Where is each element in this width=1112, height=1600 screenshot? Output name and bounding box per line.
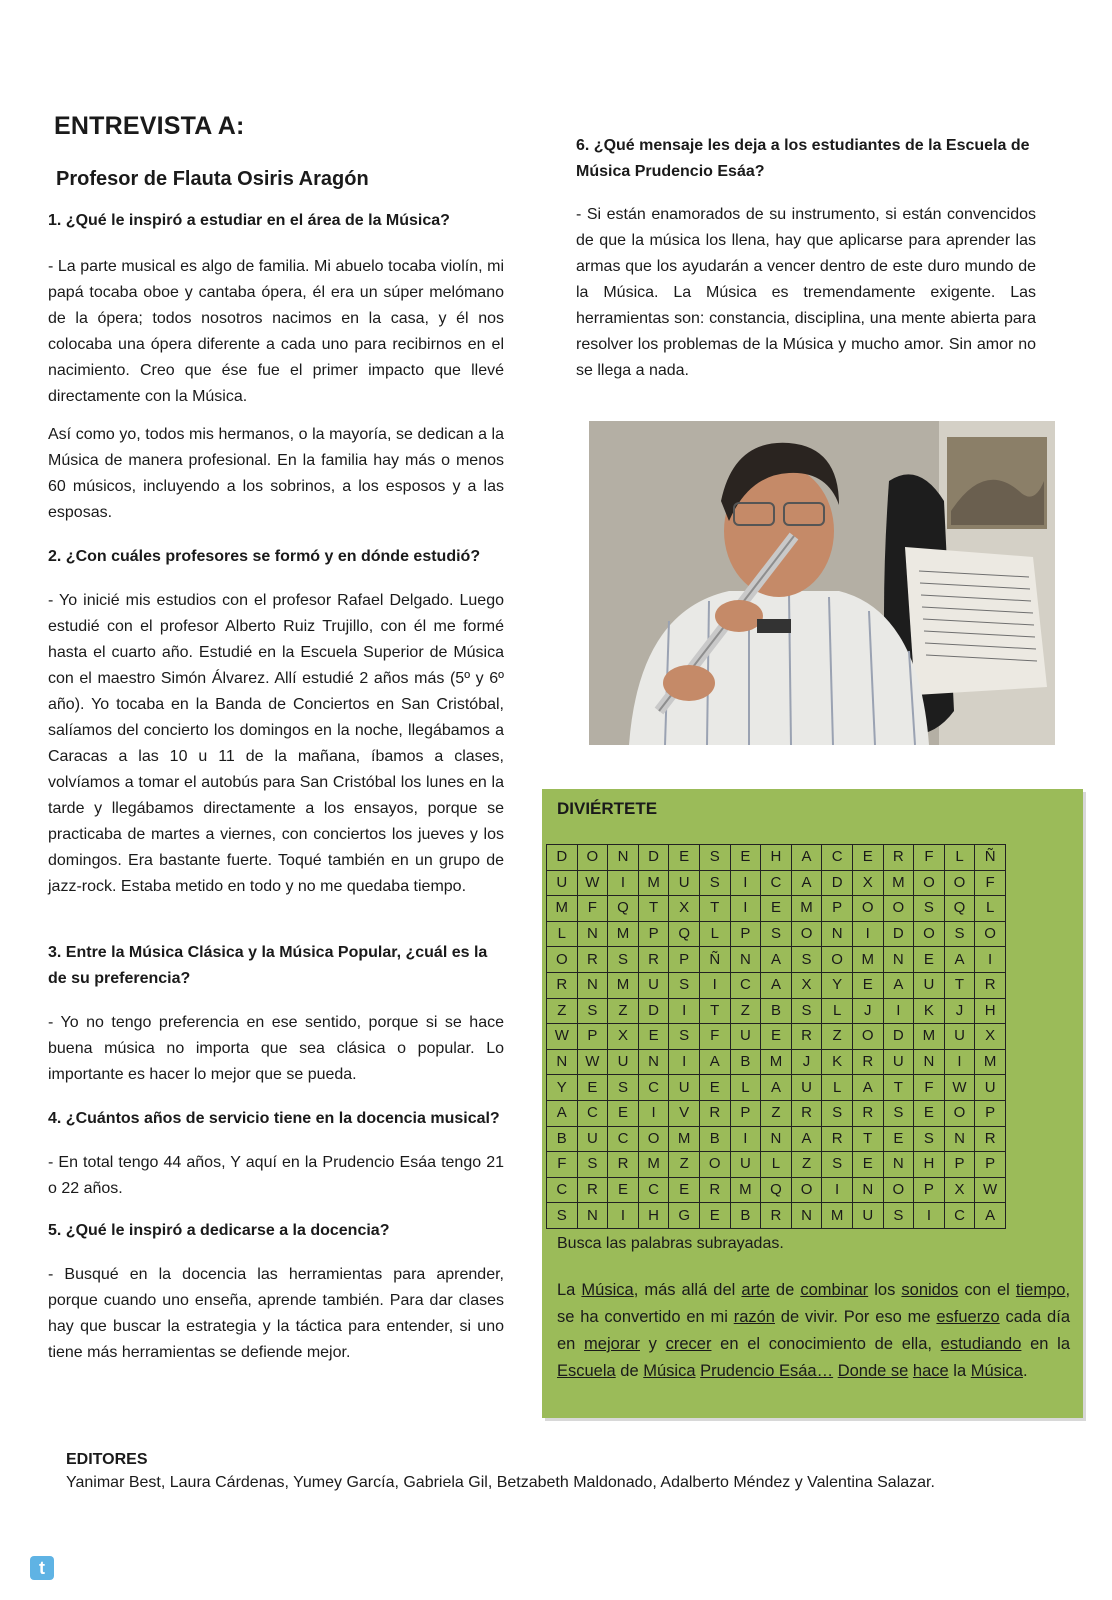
grid-cell: H: [761, 845, 792, 871]
grid-cell: O: [944, 1100, 975, 1126]
grid-cell: L: [699, 921, 730, 947]
answer-1-paragraph-2: Así como yo, todos mis hermanos, o la mayoría, se dedican a la Música de manera profesional. En la familia hay más o menos 60 músicos, incluyendo a los sobrinos, a los esposos y a las esposas.: [48, 426, 504, 521]
grid-cell: E: [852, 845, 883, 871]
grid-cell: M: [547, 896, 578, 922]
grid-cell: Z: [761, 1100, 792, 1126]
grid-cell: P: [975, 1152, 1006, 1178]
grid-cell: U: [669, 870, 700, 896]
grid-cell: H: [638, 1203, 669, 1229]
grid-cell: Q: [608, 896, 639, 922]
grid-cell: U: [944, 1024, 975, 1050]
grid-cell: M: [638, 870, 669, 896]
grid-cell: A: [791, 845, 822, 871]
grid-cell: E: [669, 845, 700, 871]
grid-cell: W: [547, 1024, 578, 1050]
grid-cell: S: [914, 896, 945, 922]
grid-cell: S: [944, 921, 975, 947]
grid-cell: G: [669, 1203, 700, 1229]
word-search-paragraph: [557, 1277, 1070, 1385]
puzzle-text: , se ha convertido en mi: [557, 1281, 1071, 1326]
underlined-word: Música: [581, 1281, 634, 1299]
grid-cell: I: [699, 972, 730, 998]
grid-row: [547, 1203, 1006, 1229]
word-search-hint: Busca las palabras subrayadas.: [557, 1235, 784, 1252]
grid-cell: N: [914, 1049, 945, 1075]
grid-cell: I: [883, 998, 914, 1024]
grid-cell: L: [944, 845, 975, 871]
grid-cell: R: [577, 1177, 608, 1203]
grid-cell: S: [791, 998, 822, 1024]
underlined-word: arte: [741, 1281, 770, 1299]
grid-cell: F: [577, 896, 608, 922]
grid-cell: S: [699, 870, 730, 896]
grid-cell: B: [761, 998, 792, 1024]
grid-cell: I: [638, 1100, 669, 1126]
editors-title: EDITORES: [66, 1451, 148, 1468]
grid-cell: O: [822, 947, 853, 973]
grid-cell: S: [883, 1100, 914, 1126]
grid-cell: O: [852, 896, 883, 922]
grid-cell: L: [822, 998, 853, 1024]
underlined-word: combinar: [800, 1281, 869, 1299]
grid-cell: S: [791, 947, 822, 973]
grid-cell: W: [577, 1049, 608, 1075]
grid-cell: M: [669, 1126, 700, 1152]
grid-cell: I: [730, 870, 761, 896]
word-search-grid: [546, 844, 1006, 1229]
grid-cell: D: [547, 845, 578, 871]
grid-cell: A: [699, 1049, 730, 1075]
puzzle-text: de vivir. Por eso me: [774, 1308, 937, 1326]
grid-cell: X: [608, 1024, 639, 1050]
grid-cell: U: [730, 1152, 761, 1178]
grid-cell: N: [944, 1126, 975, 1152]
grid-cell: A: [975, 1203, 1006, 1229]
grid-cell: O: [852, 1024, 883, 1050]
grid-cell: F: [914, 1075, 945, 1101]
grid-row: [547, 921, 1006, 947]
grid-row: [547, 1126, 1006, 1152]
grid-cell: M: [761, 1049, 792, 1075]
grid-cell: X: [669, 896, 700, 922]
grid-cell: E: [608, 1177, 639, 1203]
grid-cell: Z: [547, 998, 578, 1024]
grid-cell: S: [883, 1203, 914, 1229]
grid-cell: O: [791, 921, 822, 947]
grid-row: [547, 947, 1006, 973]
puzzle-text: en el conocimiento de ella,: [711, 1335, 941, 1353]
grid-cell: X: [944, 1177, 975, 1203]
answer-3: - Yo no tengo preferencia en ese sentido, porque si se hace buena música no importa que sea clásica o popular. Lo importante es hacer lo mejor que se pueda.: [48, 1014, 504, 1083]
underlined-word: Donde se: [837, 1362, 909, 1380]
grid-cell: U: [852, 1203, 883, 1229]
grid-cell: C: [638, 1177, 669, 1203]
grid-row: [547, 1152, 1006, 1178]
grid-cell: A: [791, 870, 822, 896]
grid-cell: U: [577, 1126, 608, 1152]
grid-cell: R: [699, 1177, 730, 1203]
grid-cell: S: [608, 947, 639, 973]
grid-cell: R: [547, 972, 578, 998]
grid-cell: C: [547, 1177, 578, 1203]
grid-cell: E: [669, 1177, 700, 1203]
grid-cell: E: [914, 1100, 945, 1126]
grid-cell: T: [852, 1126, 883, 1152]
grid-cell: N: [883, 1152, 914, 1178]
grid-cell: L: [547, 921, 578, 947]
grid-cell: R: [883, 845, 914, 871]
grid-cell: M: [822, 1203, 853, 1229]
grid-cell: J: [852, 998, 883, 1024]
grid-cell: R: [761, 1203, 792, 1229]
grid-cell: M: [791, 896, 822, 922]
grid-cell: A: [852, 1075, 883, 1101]
grid-cell: N: [883, 947, 914, 973]
grid-cell: N: [547, 1049, 578, 1075]
grid-cell: H: [975, 998, 1006, 1024]
grid-cell: Ñ: [975, 845, 1006, 871]
grid-cell: M: [852, 947, 883, 973]
grid-cell: I: [669, 1049, 700, 1075]
grid-cell: N: [638, 1049, 669, 1075]
grid-cell: O: [699, 1152, 730, 1178]
grid-cell: U: [547, 870, 578, 896]
grid-cell: R: [822, 1126, 853, 1152]
grid-cell: U: [975, 1075, 1006, 1101]
grid-row: [547, 845, 1006, 871]
underlined-word: Escuela: [557, 1362, 616, 1380]
grid-cell: E: [761, 1024, 792, 1050]
grid-cell: Q: [761, 1177, 792, 1203]
grid-cell: O: [547, 947, 578, 973]
answer-1-paragraph-1: - La parte musical es algo de familia. Mi abuelo tocaba violín, mi papá tocaba oboe y cantaba ópera, él era un súper melómano de la ópera; todos nosotros nacimos en la casa, y él nos colocaba una ópera diferente a cada uno para recibirnos en el nacimiento. Creo que ése fue el primer impacto que llevé directamente con la Música.: [48, 258, 504, 405]
puzzle-text: de: [615, 1362, 644, 1380]
photo-illustration: [589, 421, 1055, 745]
grid-cell: U: [730, 1024, 761, 1050]
puzzle-text: los: [868, 1281, 902, 1299]
grid-cell: J: [791, 1049, 822, 1075]
underlined-word: estudiando: [940, 1335, 1022, 1353]
grid-cell: Q: [669, 921, 700, 947]
grid-cell: B: [730, 1049, 761, 1075]
grid-cell: T: [699, 998, 730, 1024]
grid-cell: V: [669, 1100, 700, 1126]
grid-cell: O: [975, 921, 1006, 947]
grid-cell: P: [822, 896, 853, 922]
underlined-word: tiempo: [1015, 1281, 1066, 1299]
grid-cell: R: [975, 972, 1006, 998]
grid-cell: R: [852, 1049, 883, 1075]
grid-cell: O: [577, 845, 608, 871]
grid-cell: N: [577, 1203, 608, 1229]
grid-cell: I: [730, 896, 761, 922]
grid-cell: C: [638, 1075, 669, 1101]
question-3: 3. Entre la Música Clásica y la Música Popular, ¿cuál es la de su preferencia?: [48, 944, 488, 987]
grid-cell: S: [822, 1100, 853, 1126]
grid-cell: D: [883, 921, 914, 947]
grid-cell: B: [699, 1126, 730, 1152]
page-title: ENTREVISTA A:: [54, 112, 245, 140]
grid-cell: L: [761, 1152, 792, 1178]
puzzle-text: La: [557, 1281, 582, 1299]
grid-cell: P: [669, 947, 700, 973]
grid-cell: I: [669, 998, 700, 1024]
grid-cell: E: [852, 972, 883, 998]
grid-cell: O: [914, 921, 945, 947]
grid-cell: Y: [822, 972, 853, 998]
grid-cell: Q: [944, 896, 975, 922]
grid-cell: A: [944, 947, 975, 973]
grid-cell: S: [669, 1024, 700, 1050]
underlined-word: mejorar: [584, 1335, 640, 1353]
grid-cell: E: [699, 1203, 730, 1229]
grid-cell: X: [975, 1024, 1006, 1050]
grid-cell: C: [577, 1100, 608, 1126]
underlined-word: Música: [643, 1362, 696, 1380]
grid-row: [547, 1075, 1006, 1101]
grid-cell: T: [638, 896, 669, 922]
grid-cell: U: [883, 1049, 914, 1075]
editors-list: Yanimar Best, Laura Cárdenas, Yumey García, Gabriela Gil, Betzabeth Maldonado, Adalberto Méndez y Valentina Salazar.: [66, 1474, 935, 1491]
grid-cell: D: [822, 870, 853, 896]
grid-cell: N: [577, 972, 608, 998]
grid-cell: I: [730, 1126, 761, 1152]
grid-cell: S: [669, 972, 700, 998]
puzzle-text: la: [948, 1362, 971, 1380]
answer-2: - Yo inicié mis estudios con el profesor Rafael Delgado. Luego estudié con el profesor Alberto Ruiz Trujillo, con él me formé hasta el cuarto año. Estudié en la Escuela Superior de Música con el maestro Simón Álvarez. Allí estudié 2 años más (5º y 6º año). Yo tocaba en la Banda de Conciertos en San Cristóbal, salíamos del concierto los domingos en la noche, llegábamos a Caracas a las 10 u 11 de la mañana, íbamos a clases, volvíamos a tomar el autobús para San Cristóbal los lunes en la tarde y llegábamos directamente a los ensayos, porque se practicaba de martes a viernes, con conciertos los jueves y los domingos. Era bastante fuerte. Toqué también en un grupo de jazz-rock. Estaba metido en todo y no me quedaba tiempo.: [48, 592, 504, 895]
grid-cell: O: [944, 870, 975, 896]
grid-cell: C: [730, 972, 761, 998]
grid-cell: Z: [608, 998, 639, 1024]
grid-cell: M: [608, 921, 639, 947]
grid-cell: S: [608, 1075, 639, 1101]
grid-cell: N: [730, 947, 761, 973]
grid-cell: I: [608, 1203, 639, 1229]
grid-cell: D: [638, 845, 669, 871]
grid-cell: R: [638, 947, 669, 973]
grid-cell: B: [547, 1126, 578, 1152]
grid-cell: F: [914, 845, 945, 871]
grid-cell: R: [852, 1100, 883, 1126]
grid-cell: N: [852, 1177, 883, 1203]
grid-cell: Z: [822, 1024, 853, 1050]
underlined-word: esfuerzo: [936, 1308, 1000, 1326]
grid-cell: R: [791, 1024, 822, 1050]
grid-cell: C: [761, 870, 792, 896]
puzzle-text: en la: [1021, 1335, 1071, 1353]
grid-cell: S: [547, 1203, 578, 1229]
grid-cell: M: [883, 870, 914, 896]
grid-cell: P: [730, 1100, 761, 1126]
grid-cell: U: [914, 972, 945, 998]
grid-cell: T: [944, 972, 975, 998]
word-search-title: DIVIÉRTETE: [557, 799, 658, 818]
grid-cell: S: [822, 1152, 853, 1178]
grid-cell: I: [914, 1203, 945, 1229]
puzzle-text: .: [1022, 1362, 1028, 1380]
grid-row: [547, 1177, 1006, 1203]
grid-cell: I: [852, 921, 883, 947]
grid-cell: K: [822, 1049, 853, 1075]
grid-cell: D: [883, 1024, 914, 1050]
grid-cell: D: [638, 998, 669, 1024]
grid-cell: N: [761, 1126, 792, 1152]
grid-cell: X: [791, 972, 822, 998]
grid-cell: Z: [730, 998, 761, 1024]
grid-cell: R: [577, 947, 608, 973]
answer-4: - En total tengo 44 años, Y aquí en la Prudencio Esáa tengo 21 o 22 años.: [48, 1154, 504, 1197]
grid-cell: P: [577, 1024, 608, 1050]
question-1: 1. ¿Qué le inspiró a estudiar en el área de la Música?: [48, 212, 450, 229]
grid-cell: W: [975, 1177, 1006, 1203]
grid-cell: R: [608, 1152, 639, 1178]
word-search-box: [542, 789, 1083, 1418]
grid-cell: U: [669, 1075, 700, 1101]
puzzle-text: y: [639, 1335, 666, 1353]
page-subtitle: Profesor de Flauta Osiris Aragón: [56, 168, 369, 190]
grid-cell: K: [914, 998, 945, 1024]
grid-cell: A: [547, 1100, 578, 1126]
grid-cell: F: [975, 870, 1006, 896]
grid-cell: U: [791, 1075, 822, 1101]
answer-5: - Busqué en la docencia las herramientas para aprender, porque cuando uno enseña, aprende también. Para dar clases hay que buscar la estrategia y la táctica para entender, si uno tiene más herramientas se defiende mejor.: [48, 1266, 504, 1361]
grid-row: [547, 972, 1006, 998]
underlined-word: crecer: [665, 1335, 712, 1353]
grid-cell: C: [608, 1126, 639, 1152]
grid-row: [547, 1049, 1006, 1075]
grid-cell: M: [975, 1049, 1006, 1075]
grid-cell: N: [608, 845, 639, 871]
grid-cell: E: [608, 1100, 639, 1126]
grid-cell: N: [577, 921, 608, 947]
underlined-word: sonidos: [901, 1281, 959, 1299]
grid-cell: L: [822, 1075, 853, 1101]
answer-6: - Si están enamorados de su instrumento, si están convencidos de que la música los llena, hay que aplicarse para aprender las armas que los ayudarán a vencer dentro de este duro mundo de la Música. La Música es tremendamente exigente. Las herramientas son: constancia, disciplina, una mente abierta para resolver los problemas de la Música y mucho amor. Sin amor no se llega a nada.: [576, 206, 1036, 379]
grid-cell: F: [699, 1024, 730, 1050]
grid-cell: W: [577, 870, 608, 896]
question-2: 2. ¿Con cuáles profesores se formó y en dónde estudió?: [48, 548, 481, 565]
grid-cell: E: [883, 1126, 914, 1152]
grid-cell: O: [914, 870, 945, 896]
puzzle-text: de: [769, 1281, 801, 1299]
grid-cell: M: [730, 1177, 761, 1203]
grid-cell: A: [761, 947, 792, 973]
grid-cell: M: [608, 972, 639, 998]
underlined-word: Prudencio Esáa…: [700, 1362, 834, 1380]
grid-cell: P: [975, 1100, 1006, 1126]
grid-cell: L: [730, 1075, 761, 1101]
grid-row: [547, 1024, 1006, 1050]
grid-cell: I: [944, 1049, 975, 1075]
underlined-word: Música: [970, 1362, 1023, 1380]
grid-cell: C: [944, 1203, 975, 1229]
grid-cell: S: [699, 845, 730, 871]
grid-row: [547, 1100, 1006, 1126]
grid-row: [547, 896, 1006, 922]
grid-cell: A: [761, 1075, 792, 1101]
grid-cell: U: [608, 1049, 639, 1075]
grid-cell: A: [883, 972, 914, 998]
grid-cell: R: [975, 1126, 1006, 1152]
grid-cell: E: [638, 1024, 669, 1050]
grid-cell: R: [791, 1100, 822, 1126]
grid-cell: E: [699, 1075, 730, 1101]
underlined-word: hace: [912, 1362, 949, 1380]
puzzle-text: con el: [958, 1281, 1016, 1299]
grid-cell: B: [730, 1203, 761, 1229]
grid-cell: U: [638, 972, 669, 998]
grid-cell: S: [577, 998, 608, 1024]
grid-cell: I: [975, 947, 1006, 973]
grid-cell: L: [975, 896, 1006, 922]
grid-cell: T: [883, 1075, 914, 1101]
grid-cell: E: [577, 1075, 608, 1101]
grid-cell: H: [914, 1152, 945, 1178]
grid-cell: P: [914, 1177, 945, 1203]
grid-cell: N: [791, 1203, 822, 1229]
grid-cell: Ñ: [699, 947, 730, 973]
grid-cell: Y: [547, 1075, 578, 1101]
professor-flute-photo: [589, 421, 1055, 745]
grid-cell: S: [761, 921, 792, 947]
grid-cell: A: [791, 1126, 822, 1152]
grid-cell: N: [822, 921, 853, 947]
grid-cell: E: [730, 845, 761, 871]
underlined-word: razón: [733, 1308, 775, 1326]
grid-cell: J: [944, 998, 975, 1024]
grid-cell: E: [761, 896, 792, 922]
grid-cell: E: [852, 1152, 883, 1178]
grid-cell: O: [883, 1177, 914, 1203]
grid-row: [547, 870, 1006, 896]
grid-cell: Z: [791, 1152, 822, 1178]
puzzle-text: cada día en: [557, 1308, 1070, 1353]
grid-cell: O: [638, 1126, 669, 1152]
grid-cell: I: [608, 870, 639, 896]
grid-cell: R: [699, 1100, 730, 1126]
grid-cell: P: [730, 921, 761, 947]
grid-cell: O: [883, 896, 914, 922]
grid-cell: P: [944, 1152, 975, 1178]
question-4: 4. ¿Cuántos años de servicio tiene en la docencia musical?: [48, 1110, 500, 1127]
grid-cell: M: [638, 1152, 669, 1178]
grid-cell: W: [944, 1075, 975, 1101]
grid-cell: X: [852, 870, 883, 896]
twitter-icon[interactable]: t: [30, 1556, 54, 1580]
grid-cell: O: [791, 1177, 822, 1203]
grid-cell: I: [822, 1177, 853, 1203]
grid-cell: T: [699, 896, 730, 922]
grid-cell: E: [914, 947, 945, 973]
grid-cell: S: [577, 1152, 608, 1178]
grid-cell: C: [822, 845, 853, 871]
question-6: 6. ¿Qué mensaje les deja a los estudiantes de la Escuela de Música Prudencio Esáa?: [576, 137, 1030, 180]
grid-row: [547, 998, 1006, 1024]
grid-cell: Z: [669, 1152, 700, 1178]
question-5: 5. ¿Qué le inspiró a dedicarse a la docencia?: [48, 1222, 390, 1239]
puzzle-text: , más allá del: [633, 1281, 742, 1299]
grid-cell: F: [547, 1152, 578, 1178]
grid-cell: P: [638, 921, 669, 947]
grid-cell: A: [761, 972, 792, 998]
grid-cell: M: [914, 1024, 945, 1050]
grid-cell: S: [914, 1126, 945, 1152]
